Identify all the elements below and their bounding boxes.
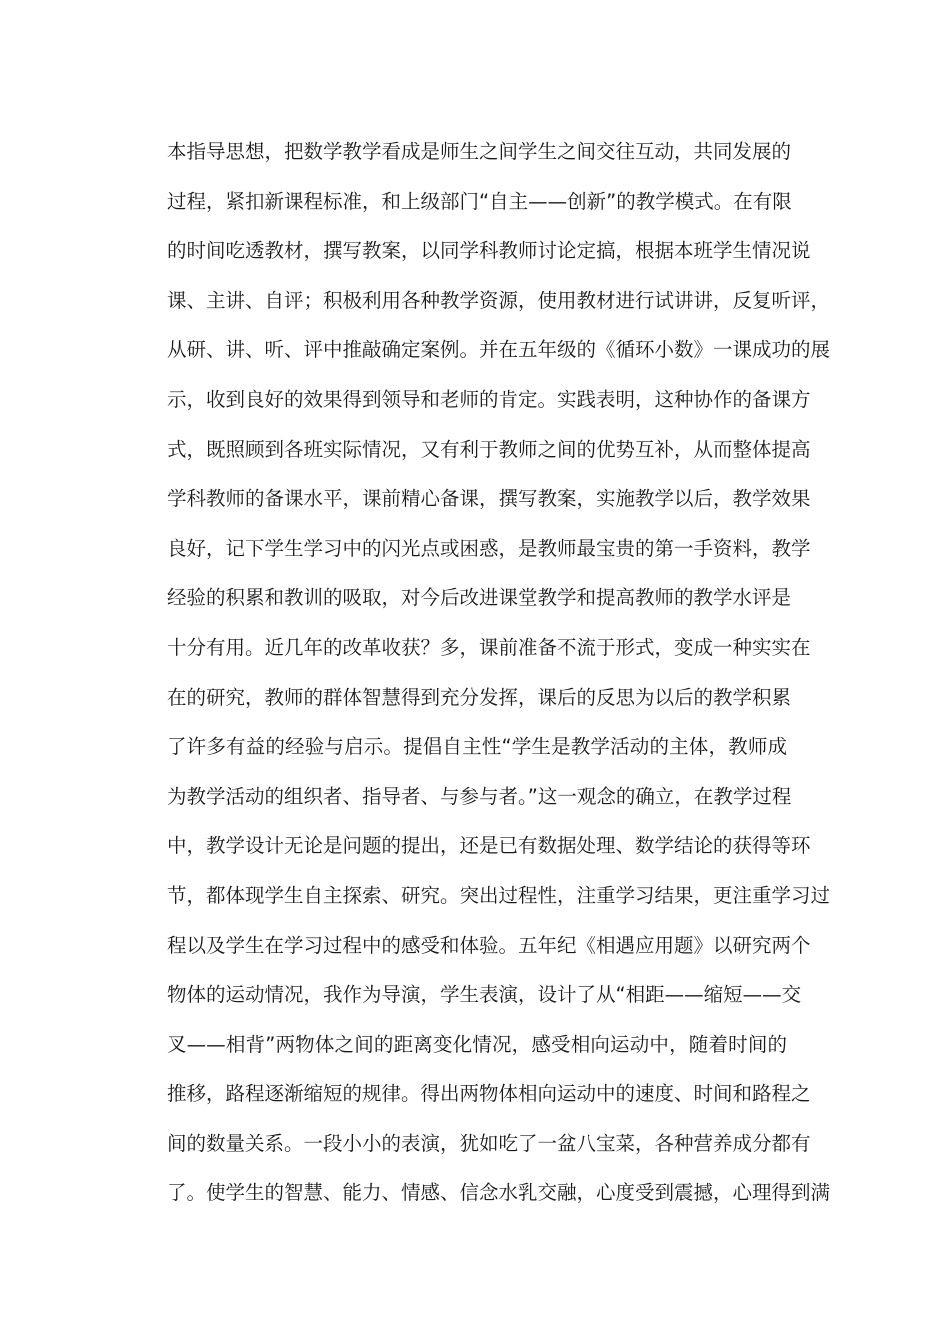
text-line-8: 学科教师的备课水平，课前精心备课，撰写教案，实施教学以后，教学效果: [167, 487, 811, 511]
text-line-9: 良好，记下学生学习中的闪光点或困惑，是教师最宝贵的第一手资料，教学: [167, 536, 811, 560]
text-line-3: 的时间吃透教材，撰写教案，以同学科教师讨论定搞，根据本班学生情况说: [167, 239, 811, 263]
text-line-16: 节，都体现学生自主探索、研究。突出过程性，注重学习结果，更注重学习过: [167, 883, 831, 907]
body-paragraph: [167, 127, 831, 1218]
text-line-2: 过程，紧扣新课程标准，和上级部门“自主——创新”的教学模式。在有限: [167, 189, 792, 213]
text-line-12: 在的研究，教师的群体智慧得到充分发挥，课后的反思为以后的教学积累: [167, 685, 792, 709]
text-line-17: 程以及学生在学习过程中的感受和体验。五年纪《相遇应用题》以研究两个: [167, 933, 811, 957]
text-line-10: 经验的积累和教训的吸取，对今后改进课堂教学和提高教师的教学水评是: [167, 586, 792, 610]
text-line-11: 十分有用。近几年的改革收获？多，课前准备不流于形式，变成一种实实在: [167, 635, 811, 659]
text-line-14: 为教学活动的组织者、指导者、与参与者。”这一观念的确立，在教学过程: [167, 784, 792, 808]
text-line-19: 叉——相背”两物体之间的距离变化情况，感受相向运动中，随着时间的: [167, 1032, 787, 1056]
text-line-18: 物体的运动情况，我作为导演，学生表演，设计了从“相距——缩短——交: [167, 983, 802, 1007]
text-line-1: 本指导思想，把数学教学看成是师生之间学生之间交往互动，共同发展的: [167, 140, 792, 163]
text-line-21: 间的数量关系。一段小小的表演，犹如吃了一盆八宝菜，各种营养成分都有: [167, 1131, 811, 1155]
text-line-20: 推移，路程逐渐缩短的规律。得出两物体相向运动中的速度、时间和路程之: [167, 1082, 811, 1106]
text-line-13: 了许多有益的经验与启示。提倡自主性“学生是教学活动的主体，教师成: [167, 735, 787, 759]
text-line-4: 课、主讲、自评；积极利用各种教学资源，使用教材进行试讲讲，反复听评，: [167, 288, 831, 312]
text-line-15: 中，教学设计无论是问题的提出，还是已有数据处理、数学结论的获得等环: [167, 834, 811, 858]
text-line-5: 从研、讲、听、评中推敲确定案例。并在五年级的《循环小数》一课成功的展: [167, 338, 831, 362]
text-line-22: 了。使学生的智慧、能力、情感、信念水乳交融，心度受到震撼，心理得到满: [167, 1181, 831, 1205]
text-line-7: 式，既照顾到各班实际情况，又有利于教师之间的优势互补，从而整体提高: [167, 437, 811, 461]
text-line-6: 示，收到良好的效果得到领导和老师的肯定。实践表明，这种协作的备课方: [167, 387, 811, 411]
